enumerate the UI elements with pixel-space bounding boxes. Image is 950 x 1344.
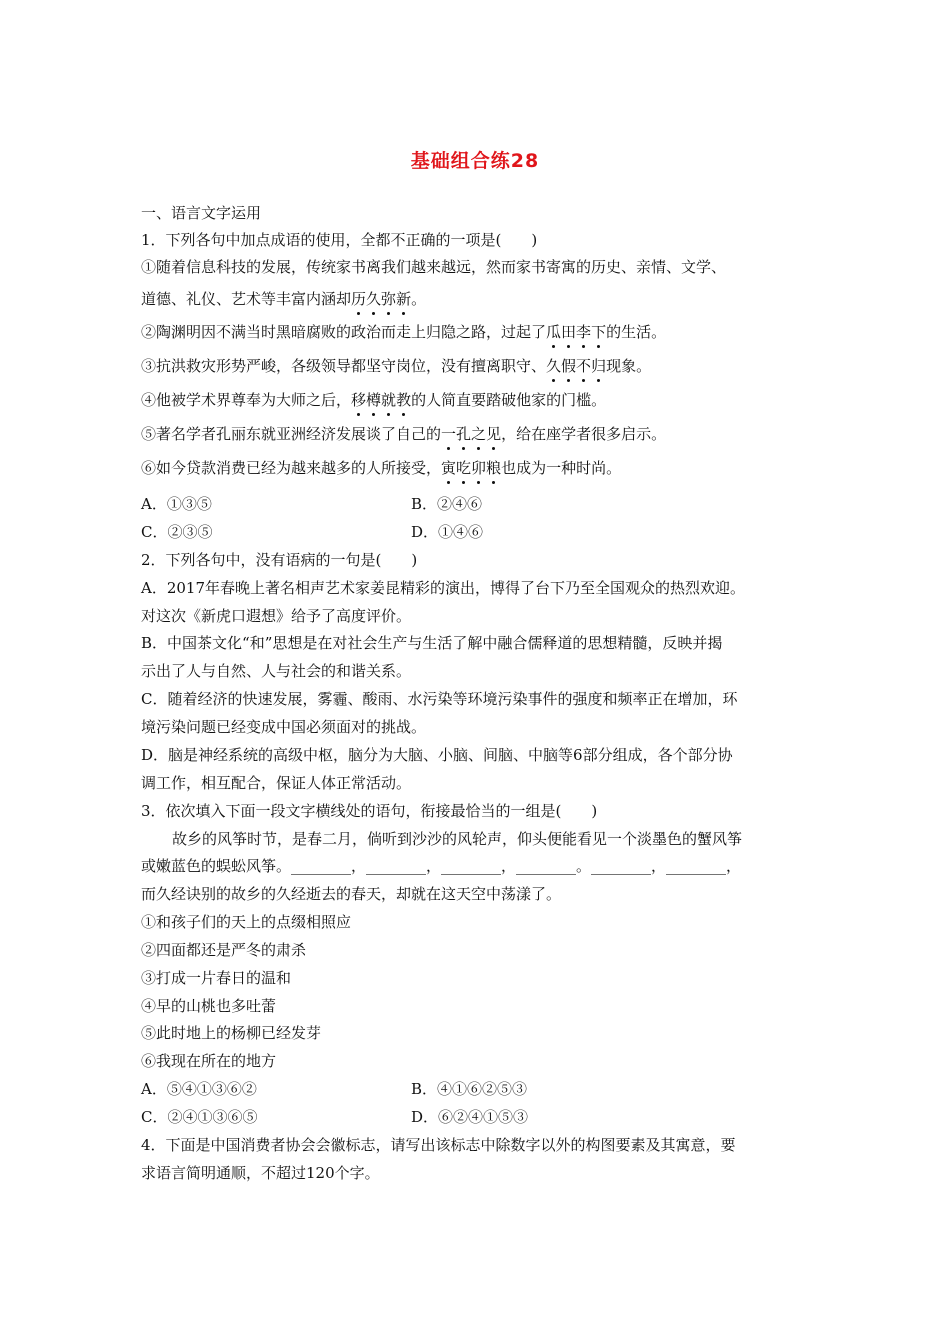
dotted-char: 卯 [471, 459, 487, 477]
dotted-char: 樽 [366, 391, 382, 409]
q2-option-c-line1: C．随着经济的快速发展，雾霾、酸雨、水污染等环境污染事件的强度和频率正在增加，环 [141, 690, 738, 708]
dotted-char: 久 [546, 357, 562, 375]
dotted-char: 粮 [486, 459, 502, 477]
q2-option-a-line1: A．2017年春晚上著名相声艺术家姜昆精彩的演出，博得了台下乃至全国观众的热烈欢迎。 [141, 579, 746, 597]
q2-stem: 2．下列各句中，没有语病的一句是( ) [141, 551, 418, 569]
q1-sentence-4: ④他被学术界尊奉为大师之后，移樽就教的人简直要踏破他家的门槛。 [141, 391, 607, 409]
q3-item-3: ③打成一片春日的温和 [141, 969, 292, 987]
q3-passage-line2: 或嫩蓝色的蜈蚣风筝。________，________，________，________。________，________， [141, 857, 742, 875]
dotted-char: 一 [441, 425, 457, 443]
dotted-char: 归 [591, 357, 607, 375]
dotted-char: 久 [366, 290, 382, 308]
dotted-char: 瓜 [546, 323, 562, 341]
dotted-char: 不 [576, 357, 592, 375]
q3-passage-line1: 故乡的风筝时节，是春二月，倘听到沙沙的风轮声，仰头便能看见一个淡墨色的蟹风筝 [172, 830, 743, 848]
q2-option-b-line2: 示出了人与自然、人与社会的和谐关系。 [141, 662, 412, 680]
q3-item-2: ②四面都还是严冬的肃杀 [141, 941, 307, 959]
q3-item-6: ⑥我现在所在的地方 [141, 1052, 277, 1070]
page-title: 基础组合练28 [410, 150, 540, 172]
dotted-char: 之 [471, 425, 487, 443]
q3-item-5: ⑤此时地上的杨柳已经发芽 [141, 1024, 322, 1042]
dotted-char: 弥 [381, 290, 397, 308]
q1-sentence-6: ⑥如今贷款消费已经为越来越多的人所接受，寅吃卯粮也成为一种时尚。 [141, 459, 622, 477]
dotted-char: 下 [591, 323, 607, 341]
q1-option-b: B．②④⑥ [411, 495, 483, 513]
q1-option-c: C．②③⑤ [141, 523, 213, 541]
dotted-char: 吃 [456, 459, 472, 477]
q1-option-a: A．①③⑤ [141, 495, 212, 513]
q3-stem: 3．依次填入下面一段文字横线处的语句，衔接最恰当的一组是( ) [141, 802, 598, 820]
q3-option-b: B．④①⑥②⑤③ [411, 1080, 528, 1098]
q1-sentence-3: ③抗洪救灾形势严峻，各级领导都坚守岗位，没有擅离职守、久假不归现象。 [141, 357, 652, 375]
dotted-char: 新 [396, 290, 412, 308]
dotted-char: 假 [561, 357, 577, 375]
q2-option-d-line2: 调工作，相互配合，保证人体正常活动。 [141, 774, 412, 792]
section-heading: 一、语言文字运用 [141, 204, 262, 222]
q3-option-c: C．②④①③⑥⑤ [141, 1108, 258, 1126]
q2-option-d-line1: D．脑是神经系统的高级中枢，脑分为大脑、小脑、间脑、中脑等6部分组成，各个部分协 [141, 746, 733, 764]
q3-item-1: ①和孩子们的天上的点缀相照应 [141, 913, 352, 931]
q1-sentence-5: ⑤著名学者孔丽东就亚洲经济发展谈了自己的一孔之见，给在座学者很多启示。 [141, 425, 667, 443]
q3-passage-line3: 而久经诀别的故乡的久经逝去的春天，却就在这天空中荡漾了。 [141, 885, 562, 903]
q1-option-d: D．①④⑥ [411, 523, 484, 541]
dotted-char: 李 [576, 323, 592, 341]
dotted-char: 历 [351, 290, 367, 308]
q3-item-4: ④早的山桃也多吐蕾 [141, 997, 277, 1015]
q3-option-a: A．⑤④①③⑥② [141, 1080, 257, 1098]
dotted-char: 孔 [456, 425, 472, 443]
q3-option-d: D．⑥②④①⑤③ [411, 1108, 529, 1126]
q1-sentence-1a: ①随着信息科技的发展，传统家书离我们越来越远，然而家书寄寓的历史、亲情、文学、 [141, 258, 727, 276]
dotted-char: 见 [486, 425, 502, 443]
dotted-char: 教 [396, 391, 412, 409]
dotted-char: 寅 [441, 459, 457, 477]
q1-sentence-2: ②陶渊明因不满当时黑暗腐败的政治而走上归隐之路，过起了瓜田李下的生活。 [141, 323, 667, 341]
q2-option-b-line1: B．中国茶文化“和”思想是在对社会生产与生活了解中融合儒释道的思想精髓，反映并揭 [141, 634, 723, 652]
q1-sentence-1b: 道德、礼仪、艺术等丰富内涵却历久弥新。 [141, 290, 427, 308]
q4-line1: 4．下面是中国消费者协会会徽标志，请写出该标志中除数字以外的构图要素及其寓意，要 [141, 1136, 736, 1154]
q2-option-c-line2: 境污染问题已经变成中国必须面对的挑战。 [141, 718, 427, 736]
q1-stem: 1．下列各句中加点成语的使用，全都不正确的一项是( ) [141, 231, 538, 249]
q4-line2: 求语言简明通顺，不超过120个字。 [141, 1164, 380, 1182]
dotted-char: 田 [561, 323, 577, 341]
q2-option-a-line2: 对这次《新虎口遐想》给予了高度评价。 [141, 607, 412, 625]
dotted-char: 移 [351, 391, 367, 409]
dotted-char: 就 [381, 391, 397, 409]
